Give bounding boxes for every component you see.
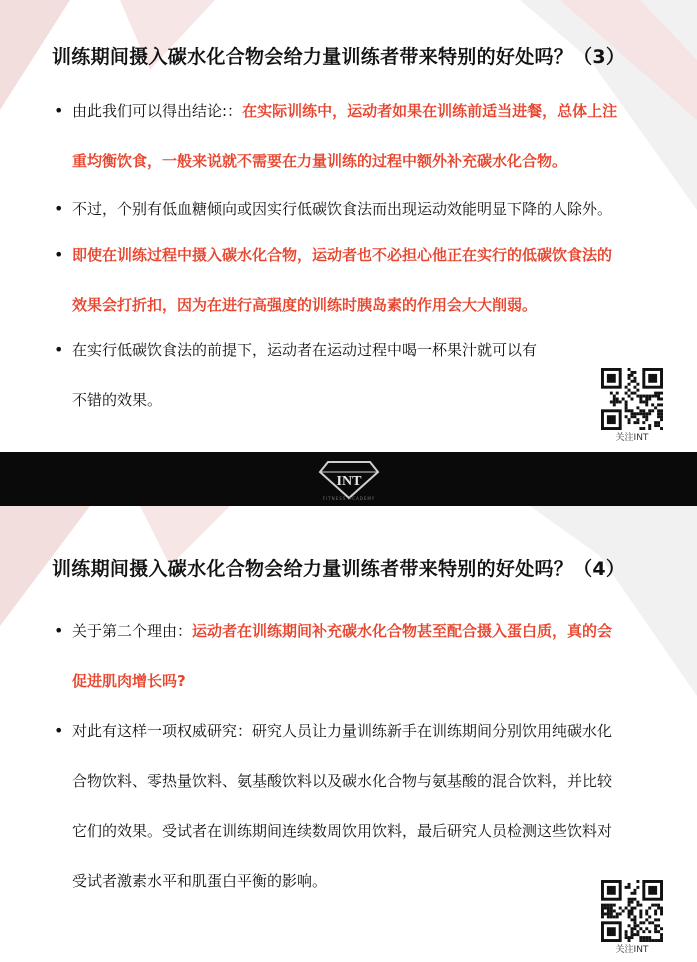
qr-caption: 关注INT — [615, 945, 649, 955]
svg-text:INT: INT — [336, 474, 362, 489]
bullet-dot-icon: • — [54, 199, 64, 218]
bullet-highlight: 促进肌肉增长吗? — [72, 672, 186, 690]
slide-title: 训练期间摄入碳水化合物会给力量训练者带来特别的好处吗？（4） — [52, 558, 626, 580]
bullet-item — [54, 184, 672, 234]
bullet-prefix: 由此我们可以得出结论:： — [72, 102, 243, 120]
bullet-text: 不过，个别有低血糖倾向或因实行低碳饮食法而出现运动效能明显下降的人除外。 — [72, 200, 613, 218]
bullet-text: 合物饮料、零热量饮料、氨基酸饮料以及碳水化合物与氨基酸的混合饮料，并比较 — [72, 772, 613, 790]
bullet-text: 它们的效果。受试者在训练期间连续数周饮用饮料，最后研究人员检测这些饮料对 — [72, 822, 613, 840]
qr-code-icon — [601, 880, 663, 942]
bullet-text: 在实行低碳饮食法的前提下，运动者在运动过程中喝一杯果汁就可以有 — [72, 341, 538, 359]
logo-subtitle: FITNESS ACADEMY — [322, 496, 376, 501]
bullet-item — [54, 325, 672, 425]
logo-band — [0, 452, 697, 506]
bullet-item — [54, 86, 672, 186]
bullet-dot-icon: • — [54, 621, 64, 640]
bullet-dot-icon: • — [54, 101, 64, 120]
bullet-highlight: 运动者在训练期间补充碳水化合物甚至配合摄入蛋白质，真的会 — [192, 622, 613, 640]
bullet-text: 受试者激素水平和肌蛋白平衡的影响。 — [72, 872, 328, 890]
bullet-item — [54, 706, 672, 906]
slide-title: 训练期间摄入碳水化合物会给力量训练者带来特别的好处吗？（3） — [52, 46, 626, 68]
bullet-highlight: 即使在训练过程中摄入碳水化合物，运动者也不必担心他正在实行的低碳饮食法的 — [72, 246, 613, 264]
bullet-dot-icon: • — [54, 245, 64, 264]
slide-4 — [0, 506, 697, 962]
bullet-text: 不错的效果。 — [72, 391, 163, 409]
bullet-highlight: 效果会打折扣，因为在进行高强度的训练时胰岛素的作用会大大削弱。 — [72, 296, 538, 314]
bullet-highlight: 在实际训练中，运动者如果在训练前适当进餐，总体上注 — [242, 102, 618, 120]
qr-code-icon — [601, 368, 663, 430]
bullet-highlight: 重均衡饮食，一般来说就不需要在力量训练的过程中额外补充碳水化合物。 — [72, 152, 568, 170]
bullet-item — [54, 230, 672, 330]
bullet-item — [54, 606, 672, 706]
bullet-prefix: 关于第二个理由： — [72, 622, 193, 640]
bullet-dot-icon: • — [54, 721, 64, 740]
int-logo-icon — [318, 458, 380, 500]
qr-caption: 关注INT — [615, 433, 649, 443]
bullet-text: 对此有这样一项权威研究：研究人员让力量训练新手在训练期间分别饮用纯碳水化 — [72, 722, 613, 740]
bullet-dot-icon: • — [54, 340, 64, 359]
slide-3 — [0, 0, 697, 452]
